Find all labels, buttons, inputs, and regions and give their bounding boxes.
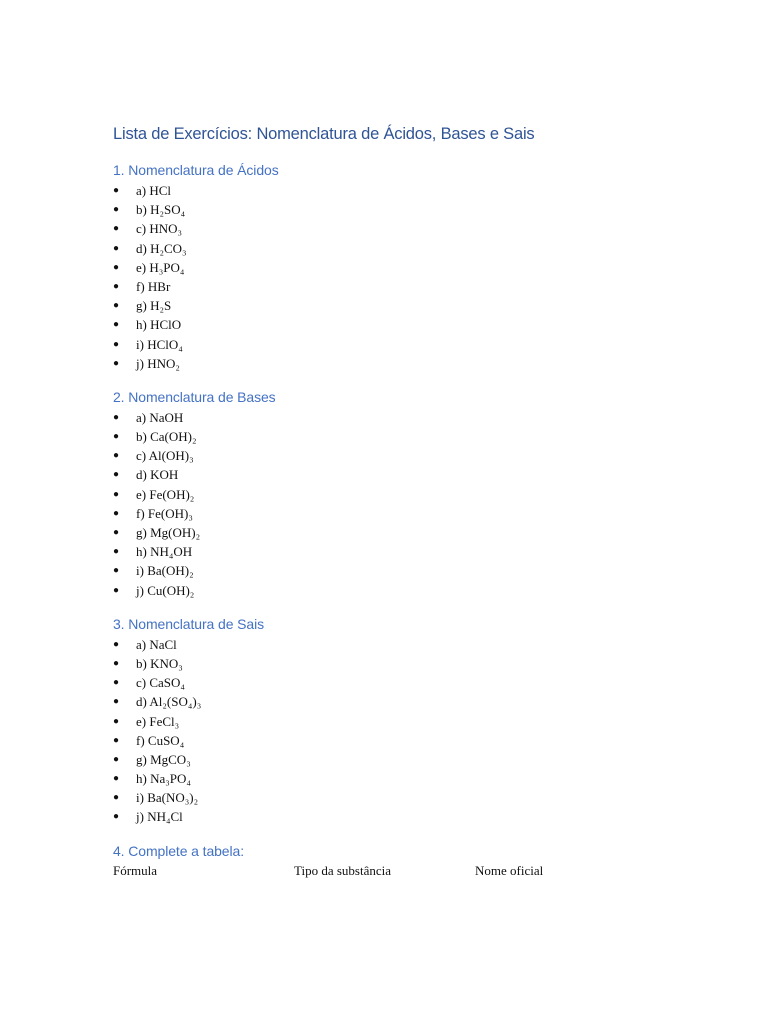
bullet-icon: ●: [113, 185, 120, 196]
list-item: [113, 408, 768, 427]
list-item: [113, 465, 768, 484]
bullet-icon: ●: [113, 261, 120, 273]
section-heading-salts: 3. Nomenclatura de Sais: [113, 615, 265, 632]
list-item-text: c) Al(OH)₃: [136, 448, 194, 464]
list-item-text: b) H₂SO₄: [136, 202, 186, 218]
page-title: Lista de Exercícios: Nomenclatura de Ácidos, Bases e Sais: [113, 125, 535, 143]
list-item-text: j) NH₄Cl: [136, 809, 183, 825]
bullet-icon: ●: [113, 431, 120, 443]
bullet-icon: ●: [113, 546, 120, 558]
list-item-text: c) HNO₃: [136, 221, 183, 237]
list-item-text: d) H₂CO₃: [136, 240, 187, 256]
bullet-icon: ●: [113, 811, 120, 823]
list-item: [113, 581, 768, 600]
section-salts: [113, 615, 768, 827]
list-item-text: c) CaSO₄: [136, 675, 185, 691]
list-item: [113, 692, 768, 711]
section-heading-acids: 1. Nomenclatura de Ácidos: [113, 162, 279, 178]
list-item: [113, 335, 768, 354]
list-item-text: j) Cu(OH)₂: [136, 582, 195, 598]
section-table: [113, 842, 768, 880]
list-item: [113, 354, 768, 373]
list-item-text: i) HClO₄: [136, 336, 183, 352]
list-item: [113, 219, 768, 238]
list-item-text: a) NaCl: [136, 636, 177, 652]
bullet-icon: ●: [113, 792, 120, 804]
bullet-icon: ●: [113, 584, 120, 596]
bullet-icon: ●: [113, 715, 120, 727]
list-item-text: e) Fe(OH)₂: [136, 486, 195, 502]
list-item: [113, 561, 768, 580]
list-item: [113, 788, 768, 807]
section-heading-table: 4. Complete a tabela:: [113, 842, 244, 859]
bullet-icon: ●: [113, 773, 120, 785]
list-item-text: h) HClO: [136, 317, 182, 333]
bullet-icon: ●: [113, 488, 120, 500]
list-item: [113, 807, 768, 826]
salts-list: [113, 635, 768, 827]
section-acids: [113, 161, 768, 373]
list-item-text: b) Ca(OH)₂: [136, 429, 197, 445]
list-item-text: j) HNO₂: [136, 355, 180, 371]
list-item-text: i) Ba(OH)₂: [136, 563, 194, 579]
column-header-formula: Fórmula: [113, 862, 158, 878]
list-item-text: g) Mg(OH)₂: [136, 525, 201, 540]
list-item: [113, 296, 768, 315]
list-item-text: e) H₃PO₄: [136, 259, 185, 275]
list-item-text: g) MgCO₃: [136, 751, 191, 767]
list-item: [113, 750, 768, 769]
list-item-text: d) Al₂(SO₄)₃: [136, 694, 202, 710]
list-item: [113, 504, 768, 523]
list-item: [113, 427, 768, 446]
bullet-icon: ●: [113, 450, 120, 462]
bases-list: [113, 408, 768, 600]
list-item-text: f) Fe(OH)₃: [136, 505, 193, 521]
bullet-icon: ●: [113, 242, 120, 254]
bullet-icon: ●: [113, 357, 120, 369]
list-item-text: g) H₂S: [136, 298, 172, 314]
list-item-text: d) KOH: [136, 467, 179, 483]
list-item-text: h) Na₃PO₄: [136, 771, 191, 787]
bullet-icon: ●: [113, 696, 120, 708]
list-item: [113, 239, 768, 258]
section-bases: [113, 388, 768, 600]
bullet-icon: ●: [113, 338, 120, 350]
list-item-text: f) HBr: [136, 278, 171, 294]
list-item-text: f) CuSO₄: [136, 732, 185, 748]
list-item: [113, 258, 768, 277]
list-item-text: a) NaOH: [136, 409, 184, 425]
column-header-type: Tipo da substância: [294, 862, 392, 878]
list-item-text: i) Ba(NO₃)₂: [136, 790, 199, 806]
bullet-icon: ●: [113, 469, 120, 481]
column-header-name: Nome oficial: [475, 862, 544, 878]
list-item: [113, 315, 768, 334]
bullet-icon: ●: [113, 753, 120, 765]
bullet-icon: ●: [113, 411, 120, 423]
list-item-text: b) KNO₃: [136, 655, 183, 671]
bullet-icon: ●: [113, 657, 120, 669]
list-item: [113, 523, 768, 542]
bullet-icon: ●: [113, 638, 120, 650]
acids-list: [113, 181, 768, 373]
list-item: [113, 712, 768, 731]
list-item: [113, 731, 768, 750]
list-item: [113, 485, 768, 504]
bullet-icon: ●: [113, 677, 120, 689]
bullet-icon: ●: [113, 565, 120, 577]
table-header-row: [113, 862, 768, 880]
bullet-icon: ●: [113, 223, 120, 235]
bullet-icon: ●: [113, 527, 120, 538]
list-item: [113, 542, 768, 561]
list-item: [113, 277, 768, 296]
bullet-icon: ●: [113, 204, 120, 216]
bullet-icon: ●: [113, 300, 120, 312]
bullet-icon: ●: [113, 280, 120, 292]
list-item: [113, 635, 768, 654]
bullet-icon: ●: [113, 319, 120, 331]
bullet-icon: ●: [113, 734, 120, 746]
list-item: [113, 200, 768, 219]
list-item-text: a) HCl: [136, 183, 172, 198]
list-item-text: e) FeCl₃: [136, 713, 180, 729]
list-item: [113, 446, 768, 465]
list-item-text: h) NH₄OH: [136, 544, 193, 560]
list-item: [113, 654, 768, 673]
list-item: [113, 181, 768, 200]
bullet-icon: ●: [113, 507, 120, 519]
list-item: [113, 769, 768, 788]
list-item: [113, 673, 768, 692]
section-heading-bases: 2. Nomenclatura de Bases: [113, 388, 276, 405]
